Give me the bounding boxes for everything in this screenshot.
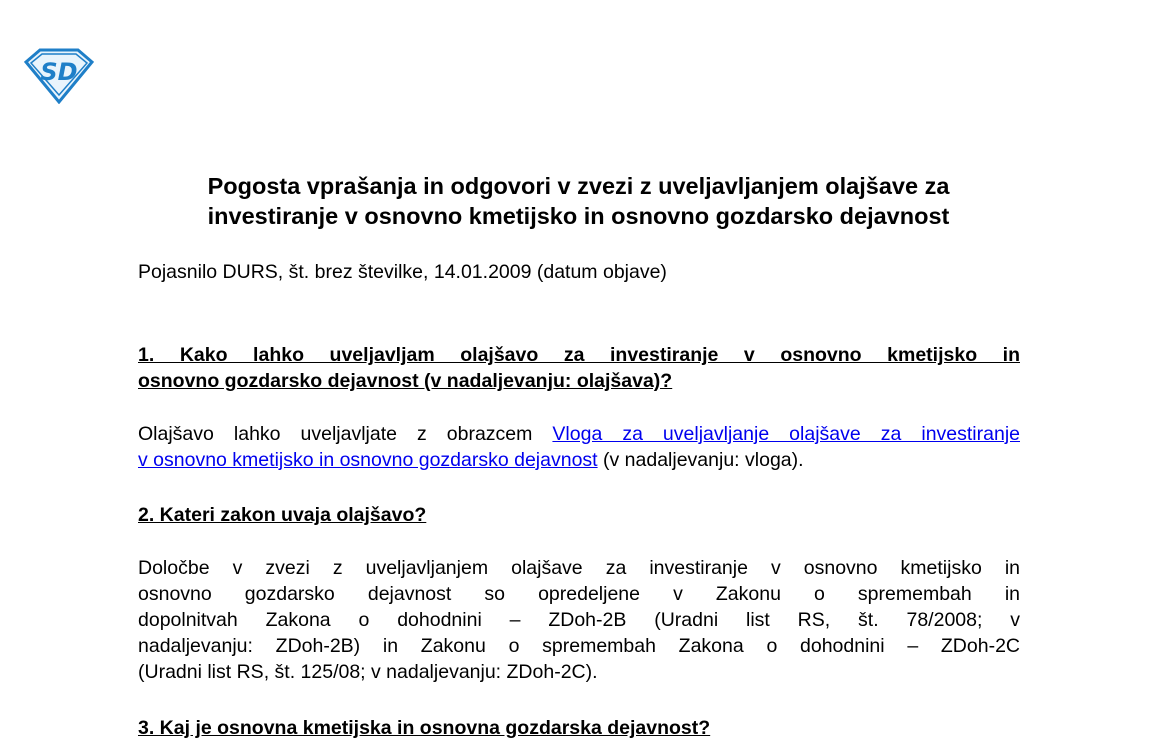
logo-text: SD — [40, 58, 78, 86]
answer-suffix: (v nadaljevanju: vloga). — [597, 449, 804, 471]
answer-line: nadaljevanju: ZDoh-2B) in Zakonu o spremembah Zakona o dohodnini – ZDoh-2C — [138, 635, 1020, 657]
question-line: osnovno gozdarsko dejavnost (v nadaljevanju: olajšava)? — [138, 370, 673, 392]
sd-logo — [22, 48, 96, 104]
form-link[interactable]: Vloga za uveljavljanje olajšave za investiranje — [552, 423, 1020, 445]
document-source: Pojasnilo DURS, št. brez številke, 14.01.2009 (datum objave) — [138, 261, 667, 283]
answer-line: dopolnitvah Zakona o dohodnini – ZDoh-2B (Uradni list RS, št. 78/2008; v — [138, 609, 1020, 631]
answer-1 — [138, 421, 1020, 473]
answer-line: osnovno gozdarsko dejavnost so opredeljene v Zakonu o spremembah in — [138, 583, 1020, 605]
answer-line — [138, 421, 1020, 447]
answer-line — [138, 447, 1020, 473]
question-3: 3. Kaj je osnovna kmetijska in osnovna gozdarska dejavnost? — [138, 717, 711, 739]
answer-line: (Uradni list RS, št. 125/08; v nadaljevanju: ZDoh-2C). — [138, 661, 598, 683]
question-line: 1. Kako lahko uveljavljam olajšavo za investiranje v osnovno kmetijsko in — [138, 344, 1020, 366]
page-title-line: investiranje v osnovno kmetijsko in osnovno gozdarsko dejavnost — [207, 203, 950, 229]
question-1 — [138, 342, 1020, 394]
page-title — [120, 171, 1037, 231]
page-title-line: Pogosta vprašanja in odgovori v zvezi z uveljavljanjem olajšave za — [207, 173, 950, 199]
answer-2 — [138, 555, 1020, 685]
form-link[interactable]: v osnovno kmetijsko in osnovno gozdarsko dejavnost — [138, 449, 598, 471]
answer-line: Določbe v zvezi z uveljavljanjem olajšave za investiranje v osnovno kmetijsko in — [138, 557, 1020, 579]
question-2: 2. Kateri zakon uvaja olajšavo? — [138, 504, 427, 526]
answer-prefix: Olajšavo lahko uveljavljate z obrazcem — [138, 423, 553, 445]
